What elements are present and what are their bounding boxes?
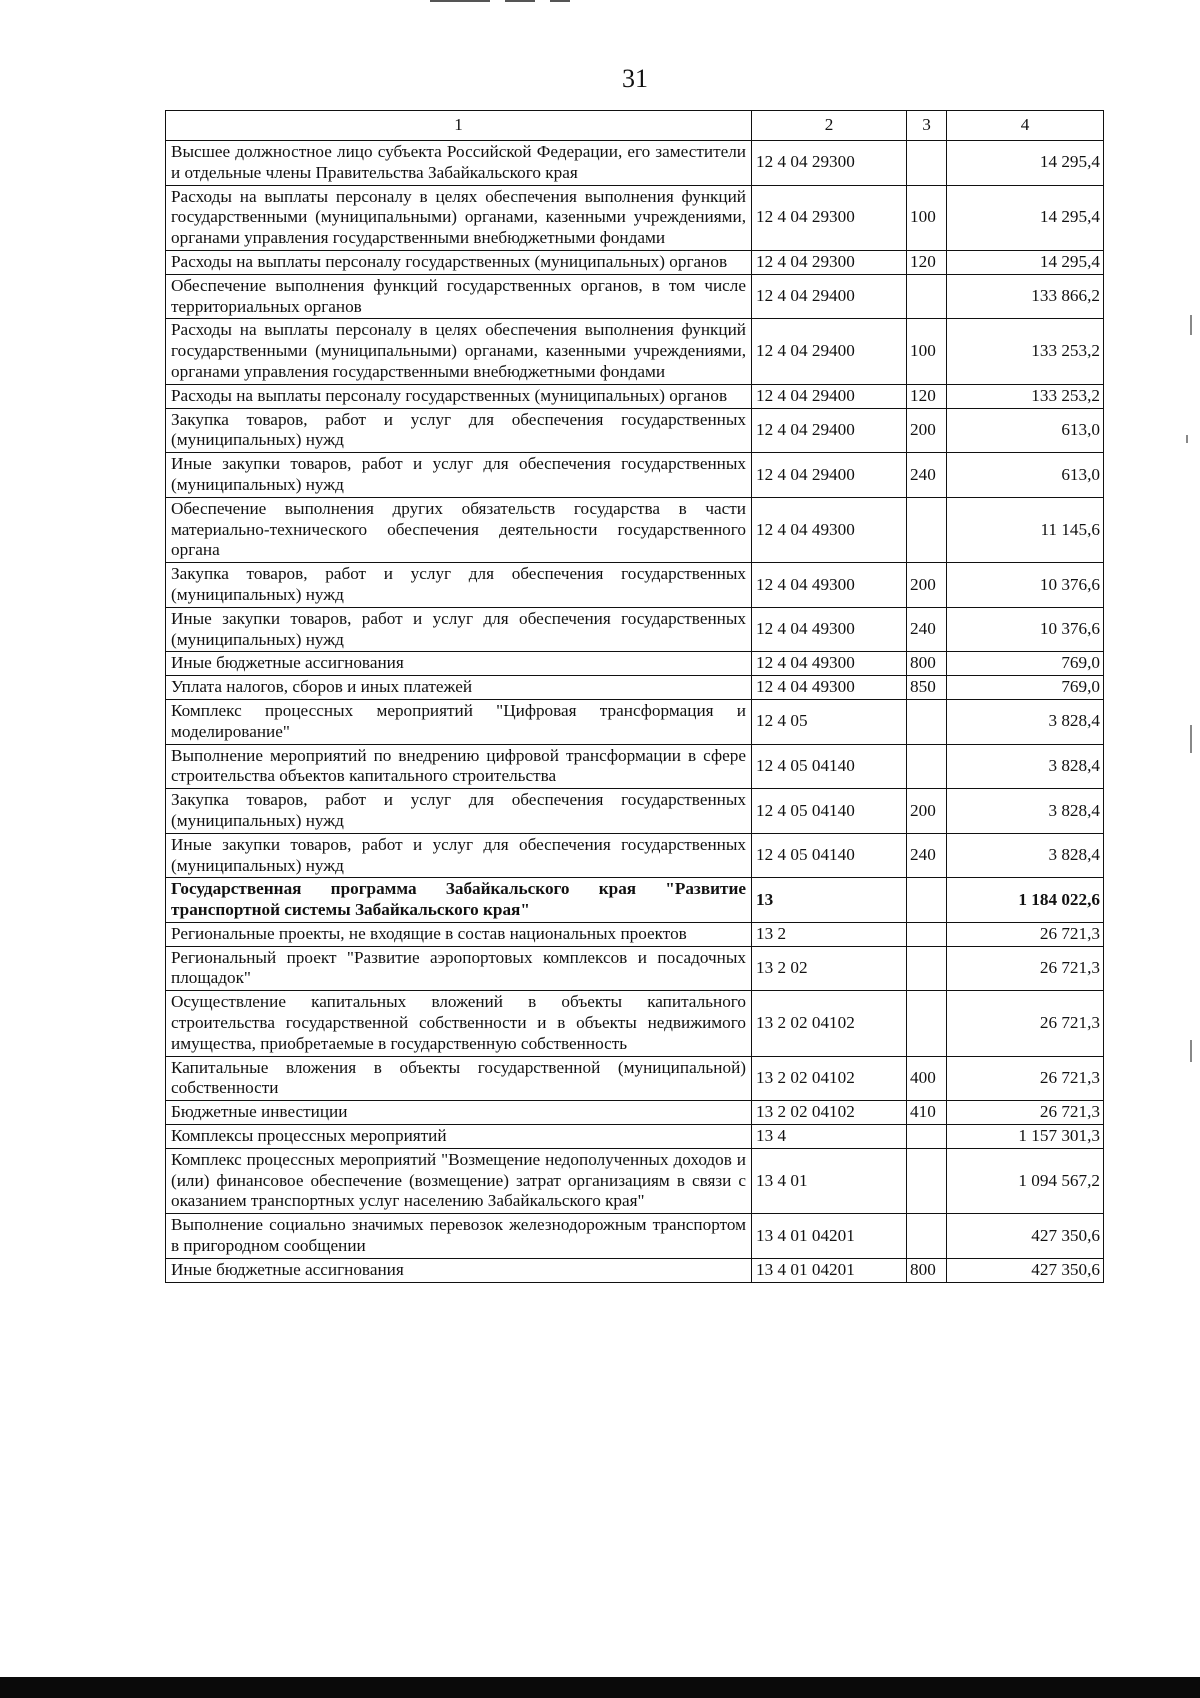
cell-name: Иные закупки товаров, работ и услуг для обеспечения государственных (муниципальных) нужд: [166, 833, 752, 878]
cell-sum: 14 295,4: [947, 250, 1104, 274]
cell-name: Государственная программа Забайкальского края "Развитие транспортной системы Забайкальского края": [166, 878, 752, 923]
page-number: 31: [622, 64, 648, 93]
cell-code: 12 4 04 49300: [752, 652, 907, 676]
cell-sum: 1 157 301,3: [947, 1125, 1104, 1149]
cell-sum: 3 828,4: [947, 699, 1104, 744]
header-row: [166, 111, 1104, 141]
cell-name: Расходы на выплаты персоналу государственных (муниципальных) органов: [166, 250, 752, 274]
cell-code: 13 2: [752, 922, 907, 946]
cell-sum: 26 721,3: [947, 1056, 1104, 1101]
scan-edge-mark: [1190, 1040, 1192, 1062]
table-row: [166, 1214, 1104, 1259]
cell-code: 13 2 02 04102: [752, 1056, 907, 1101]
cell-name: Уплата налогов, сборов и иных платежей: [166, 676, 752, 700]
cell-sum: 26 721,3: [947, 946, 1104, 991]
cell-name: Иные бюджетные ассигнования: [166, 1258, 752, 1282]
cell-code: 13 4 01: [752, 1148, 907, 1213]
cell-sum: 613,0: [947, 453, 1104, 498]
cell-sum: 26 721,3: [947, 1101, 1104, 1125]
cell-type: [907, 744, 947, 789]
cell-name: Высшее должностное лицо субъекта Российской Федерации, его заместители и отдельные члены Правительства Забайкальского края: [166, 141, 752, 186]
scan-edge-mark: [1186, 435, 1188, 443]
cell-type: [907, 497, 947, 562]
cell-type: 240: [907, 833, 947, 878]
header-col-1: 1: [166, 111, 752, 141]
table-row: [166, 1056, 1104, 1101]
cell-code: 12 4 04 49300: [752, 563, 907, 608]
cell-code: 12 4 04 29400: [752, 274, 907, 319]
cell-name: Закупка товаров, работ и услуг для обеспечения государственных (муниципальных) нужд: [166, 408, 752, 453]
table-row: [166, 1148, 1104, 1213]
cell-code: 13 4: [752, 1125, 907, 1149]
table-row: [166, 497, 1104, 562]
cell-type: 100: [907, 185, 947, 250]
cell-name: Расходы на выплаты персоналу государственных (муниципальных) органов: [166, 384, 752, 408]
cell-type: [907, 699, 947, 744]
table-row: [166, 453, 1104, 498]
table-row: [166, 878, 1104, 923]
cell-type: [907, 1125, 947, 1149]
cell-type: [907, 1148, 947, 1213]
cell-sum: 10 376,6: [947, 563, 1104, 608]
cell-type: 100: [907, 319, 947, 384]
cell-code: 12 4 04 29400: [752, 319, 907, 384]
cell-name: Бюджетные инвестиции: [166, 1101, 752, 1125]
cell-code: 12 4 04 29400: [752, 384, 907, 408]
cell-type: 240: [907, 607, 947, 652]
cell-name: Выполнение социально значимых перевозок железнодорожным транспортом в пригородном сообщении: [166, 1214, 752, 1259]
cell-code: 12 4 04 29300: [752, 185, 907, 250]
scan-edge-mark: [1190, 725, 1192, 753]
scan-bottom-bar: [0, 1677, 1200, 1698]
header-col-3: 3: [907, 111, 947, 141]
cell-type: 240: [907, 453, 947, 498]
cell-code: 12 4 04 49300: [752, 676, 907, 700]
cell-type: 410: [907, 1101, 947, 1125]
cell-type: [907, 991, 947, 1056]
table-row: [166, 384, 1104, 408]
cell-name: Выполнение мероприятий по внедрению цифровой трансформации в сфере строительства объектов капитального строительства: [166, 744, 752, 789]
cell-name: Обеспечение выполнения функций государственных органов, в том числе территориальных органов: [166, 274, 752, 319]
cell-code: 13 2 02 04102: [752, 991, 907, 1056]
cell-type: 200: [907, 789, 947, 834]
cell-code: 12 4 04 29300: [752, 250, 907, 274]
cell-code: 13 2 02 04102: [752, 1101, 907, 1125]
cell-sum: 133 253,2: [947, 384, 1104, 408]
cell-sum: 14 295,4: [947, 141, 1104, 186]
table-row: [166, 744, 1104, 789]
table-row: [166, 250, 1104, 274]
table-row: [166, 946, 1104, 991]
cell-sum: 11 145,6: [947, 497, 1104, 562]
cell-sum: 14 295,4: [947, 185, 1104, 250]
cell-code: 12 4 04 29400: [752, 453, 907, 498]
cell-name: Региональные проекты, не входящие в состав национальных проектов: [166, 922, 752, 946]
table-row: [166, 185, 1104, 250]
cell-code: 12 4 04 29400: [752, 408, 907, 453]
cell-name: Закупка товаров, работ и услуг для обеспечения государственных (муниципальных) нужд: [166, 563, 752, 608]
cell-name: Капитальные вложения в объекты государственной (муниципальной) собственности: [166, 1056, 752, 1101]
table-row: [166, 1258, 1104, 1282]
cell-code: 13 4 01 04201: [752, 1258, 907, 1282]
cell-type: 800: [907, 1258, 947, 1282]
cell-code: 13 2 02: [752, 946, 907, 991]
cell-name: Иные закупки товаров, работ и услуг для обеспечения государственных (муниципальных) нужд: [166, 607, 752, 652]
cell-type: [907, 922, 947, 946]
table-row: [166, 652, 1104, 676]
cell-type: 200: [907, 408, 947, 453]
table-body: [166, 141, 1104, 1283]
cell-name: Осуществление капитальных вложений в объекты капитального строительства государственной собственности и в объекты недвижимого имущества, приобретаемые в государственную собственность: [166, 991, 752, 1056]
cell-name: Расходы на выплаты персоналу в целях обеспечения выполнения функций государственными (муниципальными) органами, казенными учреждениями, органами управления государственными внебюджетными фондами: [166, 319, 752, 384]
cell-code: 13: [752, 878, 907, 923]
cell-type: [907, 141, 947, 186]
cell-code: 12 4 04 29300: [752, 141, 907, 186]
cell-code: 12 4 05 04140: [752, 833, 907, 878]
cell-code: 13 4 01 04201: [752, 1214, 907, 1259]
cell-type: 120: [907, 384, 947, 408]
cell-name: Комплекс процессных мероприятий "Возмещение недополученных доходов и (или) финансовое обеспечение (возмещение) затрат организациям в связи с оказанием транспортных услуг населению Забайкальского края": [166, 1148, 752, 1213]
cell-sum: 1 184 022,6: [947, 878, 1104, 923]
cell-sum: 769,0: [947, 652, 1104, 676]
scan-edge-mark: [1190, 315, 1192, 335]
cell-type: [907, 274, 947, 319]
cell-sum: 427 350,6: [947, 1214, 1104, 1259]
table-row: [166, 408, 1104, 453]
cell-sum: 613,0: [947, 408, 1104, 453]
cell-sum: 10 376,6: [947, 607, 1104, 652]
table-row: [166, 699, 1104, 744]
cell-type: 850: [907, 676, 947, 700]
cell-type: [907, 946, 947, 991]
table-row: [166, 563, 1104, 608]
cell-sum: 769,0: [947, 676, 1104, 700]
cell-sum: 133 253,2: [947, 319, 1104, 384]
cell-sum: 26 721,3: [947, 922, 1104, 946]
scan-top-marks: [430, 0, 580, 3]
cell-code: 12 4 04 49300: [752, 497, 907, 562]
table-row: [166, 319, 1104, 384]
table-row: [166, 274, 1104, 319]
cell-name: Обеспечение выполнения других обязательств государства в части материально-технического обеспечения деятельности государственного органа: [166, 497, 752, 562]
header-col-4: 4: [947, 111, 1104, 141]
table-row: [166, 833, 1104, 878]
cell-code: 12 4 05: [752, 699, 907, 744]
table-row: [166, 789, 1104, 834]
cell-name: Региональный проект "Развитие аэропортовых комплексов и посадочных площадок": [166, 946, 752, 991]
cell-sum: 3 828,4: [947, 789, 1104, 834]
cell-name: Иные закупки товаров, работ и услуг для обеспечения государственных (муниципальных) нужд: [166, 453, 752, 498]
header-col-2: 2: [752, 111, 907, 141]
table-row: [166, 922, 1104, 946]
cell-type: [907, 1214, 947, 1259]
cell-type: 400: [907, 1056, 947, 1101]
cell-type: 200: [907, 563, 947, 608]
cell-type: 120: [907, 250, 947, 274]
cell-name: Комплексы процессных мероприятий: [166, 1125, 752, 1149]
table-row: [166, 141, 1104, 186]
cell-sum: 3 828,4: [947, 744, 1104, 789]
table-row: [166, 607, 1104, 652]
cell-sum: 133 866,2: [947, 274, 1104, 319]
cell-sum: 26 721,3: [947, 991, 1104, 1056]
cell-type: 800: [907, 652, 947, 676]
cell-name: Закупка товаров, работ и услуг для обеспечения государственных (муниципальных) нужд: [166, 789, 752, 834]
cell-sum: 1 094 567,2: [947, 1148, 1104, 1213]
cell-name: Расходы на выплаты персоналу в целях обеспечения выполнения функций государственными (муниципальными) органами, казенными учреждениями, органами управления государственными внебюджетными фондами: [166, 185, 752, 250]
cell-name: Комплекс процессных мероприятий "Цифровая трансформация и моделирование": [166, 699, 752, 744]
table-row: [166, 1101, 1104, 1125]
cell-sum: 427 350,6: [947, 1258, 1104, 1282]
cell-name: Иные бюджетные ассигнования: [166, 652, 752, 676]
table-row: [166, 676, 1104, 700]
cell-type: [907, 878, 947, 923]
table-row: [166, 991, 1104, 1056]
cell-code: 12 4 05 04140: [752, 744, 907, 789]
budget-table: [165, 110, 1104, 1283]
cell-code: 12 4 05 04140: [752, 789, 907, 834]
table-row: [166, 1125, 1104, 1149]
cell-code: 12 4 04 49300: [752, 607, 907, 652]
cell-sum: 3 828,4: [947, 833, 1104, 878]
